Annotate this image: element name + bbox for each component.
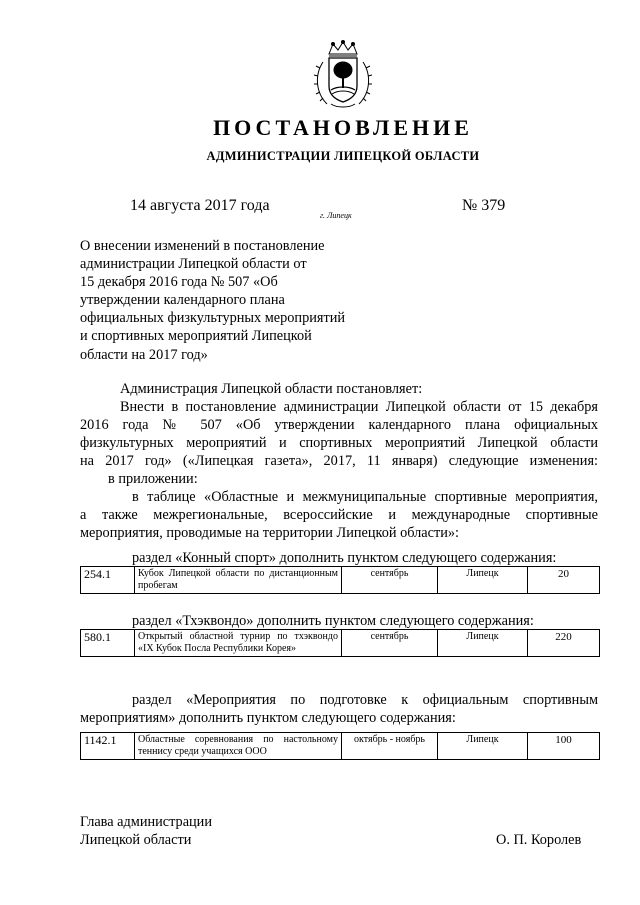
- signature-name: О. П. Королев: [496, 832, 582, 848]
- main-paragraph: [80, 398, 598, 470]
- row-count: 20: [528, 567, 600, 594]
- table-taekwondo: [80, 629, 600, 657]
- coat-of-arms-icon: [309, 40, 377, 110]
- subject-line: 15 декабря 2016 года № 507 «Об: [80, 274, 278, 291]
- document-city: г. Липецк: [320, 211, 352, 220]
- row-number: 580.1: [81, 630, 135, 657]
- row-place: Липецк: [438, 567, 528, 594]
- row-event: Областные соревнования по настольному теннису среди учащихся ООО: [135, 733, 342, 760]
- annex-paragraph: в приложении:: [108, 471, 198, 487]
- row-date: сентябрь: [342, 630, 438, 657]
- document-subtitle: АДМИНИСТРАЦИИ ЛИПЕЦКОЙ ОБЛАСТИ: [206, 149, 480, 163]
- table-row: [81, 630, 600, 657]
- main-line: на 2017 год» («Липецкая газета», 2017, 11 января) следующие изменения:: [80, 453, 598, 469]
- row-date: октябрь - ноябрь: [342, 733, 438, 760]
- signature-position-line1: Глава администрации: [80, 814, 212, 830]
- row-date: сентябрь: [342, 567, 438, 594]
- section-line: мероприятиям» дополнить пунктом следующего содержания:: [80, 710, 456, 726]
- subject-line: области на 2017 год»: [80, 346, 208, 363]
- document-number: № 379: [462, 197, 506, 214]
- subject-line: О внесении изменений в постановление: [80, 238, 325, 254]
- main-line: физкультурных мероприятий и спортивных мероприятий Липецкой области: [80, 435, 598, 451]
- table-line: в таблице «Областные и межмуниципальные спортивные мероприятия,: [132, 489, 598, 505]
- section-preparation: [80, 691, 598, 727]
- table-paragraph: [80, 488, 598, 542]
- main-line: Внести в постановление администрации Липецкой области от 15 декабря: [120, 399, 598, 415]
- section-line: раздел «Мероприятия по подготовке к официальным спортивным: [132, 692, 598, 708]
- document-title: ПОСТАНОВЛЕНИЕ: [213, 115, 473, 140]
- table-preparation: [80, 732, 600, 760]
- table-row: [81, 567, 600, 594]
- row-number: 254.1: [81, 567, 135, 594]
- row-number: 1142.1: [81, 733, 135, 760]
- table-line: мероприятия, проводимые на территории Липецкой области»:: [80, 525, 460, 541]
- row-count: 100: [528, 733, 600, 760]
- subject-line: официальных физкультурных мероприятий: [80, 310, 346, 327]
- table-horse-sport: [80, 566, 600, 594]
- main-line: 2016 года № 507 «Об утверждении календарного плана официальных: [80, 417, 598, 433]
- row-place: Липецк: [438, 630, 528, 657]
- section-taekwondo: раздел «Тхэквондо» дополнить пунктом следующего содержания:: [132, 613, 534, 629]
- document-subject: [80, 237, 380, 364]
- signature-position-line2: Липецкой области: [80, 832, 192, 848]
- document-date: 14 августа 2017 года: [130, 197, 270, 214]
- row-event: Открытый областной турнир по тхэквондо «IX Кубок Посла Республики Корея»: [135, 630, 342, 657]
- row-event: Кубок Липецкой области по дистанционным пробегам: [135, 567, 342, 594]
- section-horse-sport: раздел «Конный спорт» дополнить пунктом следующего содержания:: [132, 550, 557, 566]
- subject-line: администрации Липецкой области от: [80, 256, 307, 273]
- intro-paragraph: Администрация Липецкой области постановляет:: [120, 381, 423, 397]
- subject-line: и спортивных мероприятий Липецкой: [80, 328, 312, 345]
- row-count: 220: [528, 630, 600, 657]
- table-row: [81, 733, 600, 760]
- subject-line: утверждении календарного плана: [80, 292, 285, 309]
- table-line: а также межрегиональные, всероссийские и международные спортивные: [80, 507, 598, 523]
- row-place: Липецк: [438, 733, 528, 760]
